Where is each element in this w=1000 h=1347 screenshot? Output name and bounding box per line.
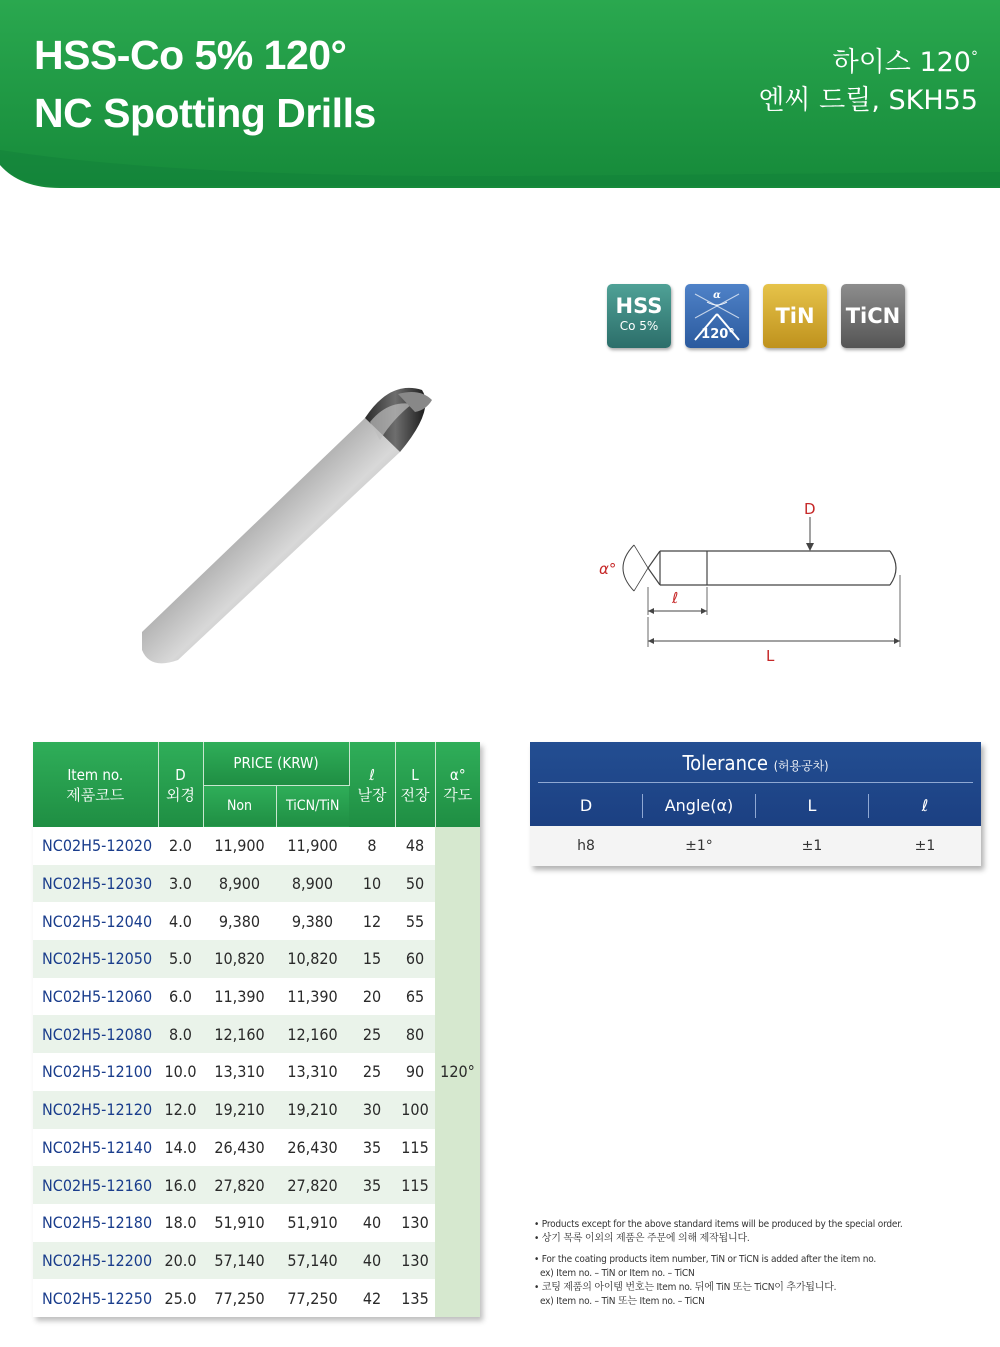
tolerance-value-l: ±1 (801, 838, 823, 854)
table-row (33, 1166, 480, 1204)
item-number-cell: NC02H5-12100 (42, 1062, 153, 1082)
item-number-cell: NC02H5-12160 (33, 1166, 158, 1204)
item-number-cell: NC02H5-12030 (33, 865, 158, 903)
title-line-2: NC Spotting Drills (34, 90, 376, 136)
diameter-cell: 20.0 (158, 1242, 203, 1280)
header-price-coated: TiCN/TiN (276, 785, 349, 827)
overall-length-cell: 100 (395, 1091, 435, 1129)
tolerance-title (530, 742, 981, 782)
header-diameter (158, 742, 203, 827)
header-flute-length (349, 742, 395, 827)
price-coated-cell: 12,160 (276, 1015, 349, 1053)
overall-length-cell: 80 (395, 1015, 435, 1053)
price-coated-cell: 9,380 (291, 911, 334, 931)
diameter-cell: 6.0 (169, 987, 192, 1007)
table-row (33, 1053, 480, 1091)
note-coating-example-ko: ex) Item no. – TiN 또는 Item no. – TiCN (540, 1296, 705, 1307)
price-non-cell: 9,380 (218, 911, 261, 931)
angle-badge-alpha: α (713, 290, 721, 301)
table-row (33, 865, 480, 903)
ko-title-line-1 (758, 38, 978, 82)
tolerance-header-l: L (807, 796, 817, 815)
price-non-cell: 12,160 (203, 1015, 276, 1053)
header-ls-en: ℓ (369, 765, 375, 784)
price-non-cell: 27,820 (203, 1166, 276, 1204)
flute-length-cell: 30 (349, 1091, 395, 1129)
tolerance-title-en: Tolerance (682, 751, 768, 775)
price-coated-cell: 26,430 (287, 1137, 338, 1157)
price-coated-cell: 77,250 (287, 1288, 338, 1308)
price-coated-cell: 13,310 (287, 1062, 338, 1082)
flute-length-cell: 35 (362, 1137, 382, 1157)
diameter-cell: 3.0 (158, 865, 203, 903)
header-item-ko: 제품코드 (66, 785, 125, 804)
price-coated-cell: 57,140 (276, 1242, 349, 1280)
item-number-cell: NC02H5-12060 (42, 987, 153, 1007)
ko-title-text: 하이스 120 (832, 47, 971, 78)
table-row (33, 1015, 480, 1053)
drill-schematic (590, 495, 920, 675)
flute-length-cell: 25 (362, 1062, 382, 1082)
diameter-cell: 25.0 (164, 1288, 197, 1308)
header-d-ko: 외경 (166, 785, 195, 804)
overall-length-cell: 130 (395, 1242, 435, 1280)
header-item-no (33, 742, 158, 827)
diameter-cell: 5.0 (158, 940, 203, 978)
item-number-cell: NC02H5-12020 (42, 836, 153, 856)
table-row (33, 827, 480, 865)
flute-length-cell: 15 (349, 940, 395, 978)
hss-badge-main: HSS (615, 294, 663, 318)
spec-table (33, 742, 480, 1317)
diagram-label-alpha: α° (599, 560, 617, 578)
angle-icon (685, 284, 749, 348)
overall-length-cell: 48 (405, 836, 425, 856)
tolerance-value-angle: ±1° (685, 838, 713, 854)
item-number-cell: NC02H5-12040 (42, 911, 153, 931)
price-non-cell: 8,900 (203, 865, 276, 903)
drill-product-image (130, 360, 450, 670)
flute-length-cell: 42 (362, 1288, 382, 1308)
price-coated-cell: 11,390 (287, 987, 338, 1007)
note-coating-ko: • 코팅 제품의 아이템 번호는 Item no. 뒤에 TiN 또는 TiCN이 추가됩니다. (534, 1282, 837, 1293)
table-row (33, 1129, 480, 1167)
price-non-cell: 77,250 (214, 1288, 265, 1308)
tolerance-header-d: D (579, 796, 593, 815)
tolerance-title-ko: (허용공차) (773, 759, 829, 773)
ko-degree-mark: ° (971, 49, 978, 65)
spec-table-body (33, 827, 480, 1317)
angle-badge-value: 120° (701, 327, 735, 342)
item-number-cell: NC02H5-12120 (33, 1091, 158, 1129)
price-non-cell: 11,390 (214, 987, 265, 1007)
ko-title-line-2: 엔씨 드릴, SKH55 (758, 85, 978, 116)
header-banner (0, 0, 1000, 190)
price-non-cell: 13,310 (214, 1062, 265, 1082)
price-non-cell: 10,820 (203, 940, 276, 978)
hss-badge (607, 284, 671, 348)
overall-length-cell: 115 (401, 1137, 429, 1157)
table-row (33, 1204, 480, 1242)
tolerance-divider (538, 782, 973, 783)
product-title (34, 26, 376, 142)
diameter-cell: 16.0 (158, 1166, 203, 1204)
diameter-cell: 8.0 (158, 1015, 203, 1053)
item-number-cell: NC02H5-12200 (33, 1242, 158, 1280)
diameter-cell: 18.0 (164, 1213, 197, 1233)
note-special-order-ko: • 상기 목록 이외의 제품은 주문에 의해 제작됩니다. (534, 1233, 750, 1244)
table-row (33, 1242, 480, 1280)
diameter-cell: 14.0 (164, 1137, 197, 1157)
price-non-cell: 19,210 (203, 1091, 276, 1129)
header-l-ko: 전장 (400, 785, 430, 804)
header-angle (435, 742, 480, 827)
table-row (33, 940, 480, 978)
price-coated-cell: 19,210 (276, 1091, 349, 1129)
diagram-label-flute-length: ℓ (672, 589, 679, 607)
flute-length-cell: 8 (367, 836, 377, 856)
overall-length-cell: 55 (405, 911, 425, 931)
price-non-cell: 26,430 (214, 1137, 265, 1157)
table-row (33, 1279, 480, 1317)
ticn-badge: TiCN (841, 284, 905, 348)
hss-badge-sub: Co 5% (619, 319, 659, 333)
header-item-en: Item no. (67, 765, 124, 784)
angle-badge (685, 284, 749, 348)
table-row (33, 1091, 480, 1129)
item-number-cell: NC02H5-12080 (33, 1015, 158, 1053)
item-number-cell: NC02H5-12250 (42, 1288, 153, 1308)
overall-length-cell: 90 (405, 1062, 425, 1082)
flute-length-cell: 40 (362, 1213, 382, 1233)
diameter-cell: 2.0 (169, 836, 192, 856)
diameter-cell: 10.0 (164, 1062, 197, 1082)
overall-length-cell: 115 (395, 1166, 435, 1204)
price-coated-cell: 11,900 (287, 836, 338, 856)
diameter-cell: 4.0 (169, 911, 192, 931)
header-overall-length (395, 742, 435, 827)
diagram-label-d: D (804, 500, 816, 518)
tin-badge: TiN (763, 284, 827, 348)
header-ls-ko: 날장 (357, 785, 387, 804)
notes (534, 1218, 974, 1309)
price-coated-cell: 10,820 (276, 940, 349, 978)
tolerance-values-row (530, 826, 981, 866)
flute-length-cell: 35 (349, 1166, 395, 1204)
tolerance-table (530, 742, 981, 866)
header-angle-ko: 각도 (443, 785, 473, 804)
diameter-cell: 12.0 (158, 1091, 203, 1129)
title-line-1: HSS-Co 5% 120° (34, 32, 347, 78)
product-title-korean (758, 38, 978, 120)
tolerance-header-flute-length: ℓ (921, 796, 929, 815)
price-non-cell: 57,140 (203, 1242, 276, 1280)
note-coating-en: • For the coating products item number, TiN or TiCN is added after the item no. (534, 1254, 877, 1265)
note-special-order-en: • Products except for the above standard items will be produced by the special order. (534, 1219, 903, 1230)
item-number-cell: NC02H5-12180 (42, 1213, 153, 1233)
tolerance-value-flute-length: ±1 (914, 838, 936, 854)
diagram-label-overall-length: L (766, 647, 775, 665)
table-row (33, 902, 480, 940)
overall-length-cell: 60 (395, 940, 435, 978)
price-coated-cell: 51,910 (287, 1213, 338, 1233)
tolerance-value-d: h8 (577, 838, 595, 854)
overall-length-cell: 65 (405, 987, 425, 1007)
header-l-en: L (411, 765, 419, 784)
dimension-diagram (590, 495, 920, 680)
flute-length-cell: 10 (349, 865, 395, 903)
tolerance-header-angle: Angle(α) (664, 796, 734, 815)
overall-length-cell: 50 (395, 865, 435, 903)
item-number-cell: NC02H5-12050 (33, 940, 158, 978)
table-row (33, 978, 480, 1016)
price-non-cell: 51,910 (214, 1213, 265, 1233)
flute-length-cell: 40 (349, 1242, 395, 1280)
item-number-cell: NC02H5-12140 (42, 1137, 153, 1157)
spec-price-table (33, 742, 480, 1317)
price-coated-cell: 8,900 (276, 865, 349, 903)
header-price: PRICE (KRW) (203, 742, 349, 785)
flute-length-cell: 25 (349, 1015, 395, 1053)
overall-length-cell: 130 (401, 1213, 429, 1233)
overall-length-cell: 135 (401, 1288, 429, 1308)
price-non-cell: 11,900 (214, 836, 265, 856)
header-price-non: Non (203, 785, 276, 827)
header-angle-en: α° (449, 765, 466, 784)
flute-length-cell: 12 (362, 911, 382, 931)
angle-cell: 120° (435, 827, 480, 1317)
note-coating-example-en: ex) Item no. – TiN or Item no. – TiCN (540, 1268, 695, 1279)
header-d-en: D (175, 765, 186, 784)
flute-length-cell: 20 (362, 987, 382, 1007)
price-coated-cell: 27,820 (276, 1166, 349, 1204)
